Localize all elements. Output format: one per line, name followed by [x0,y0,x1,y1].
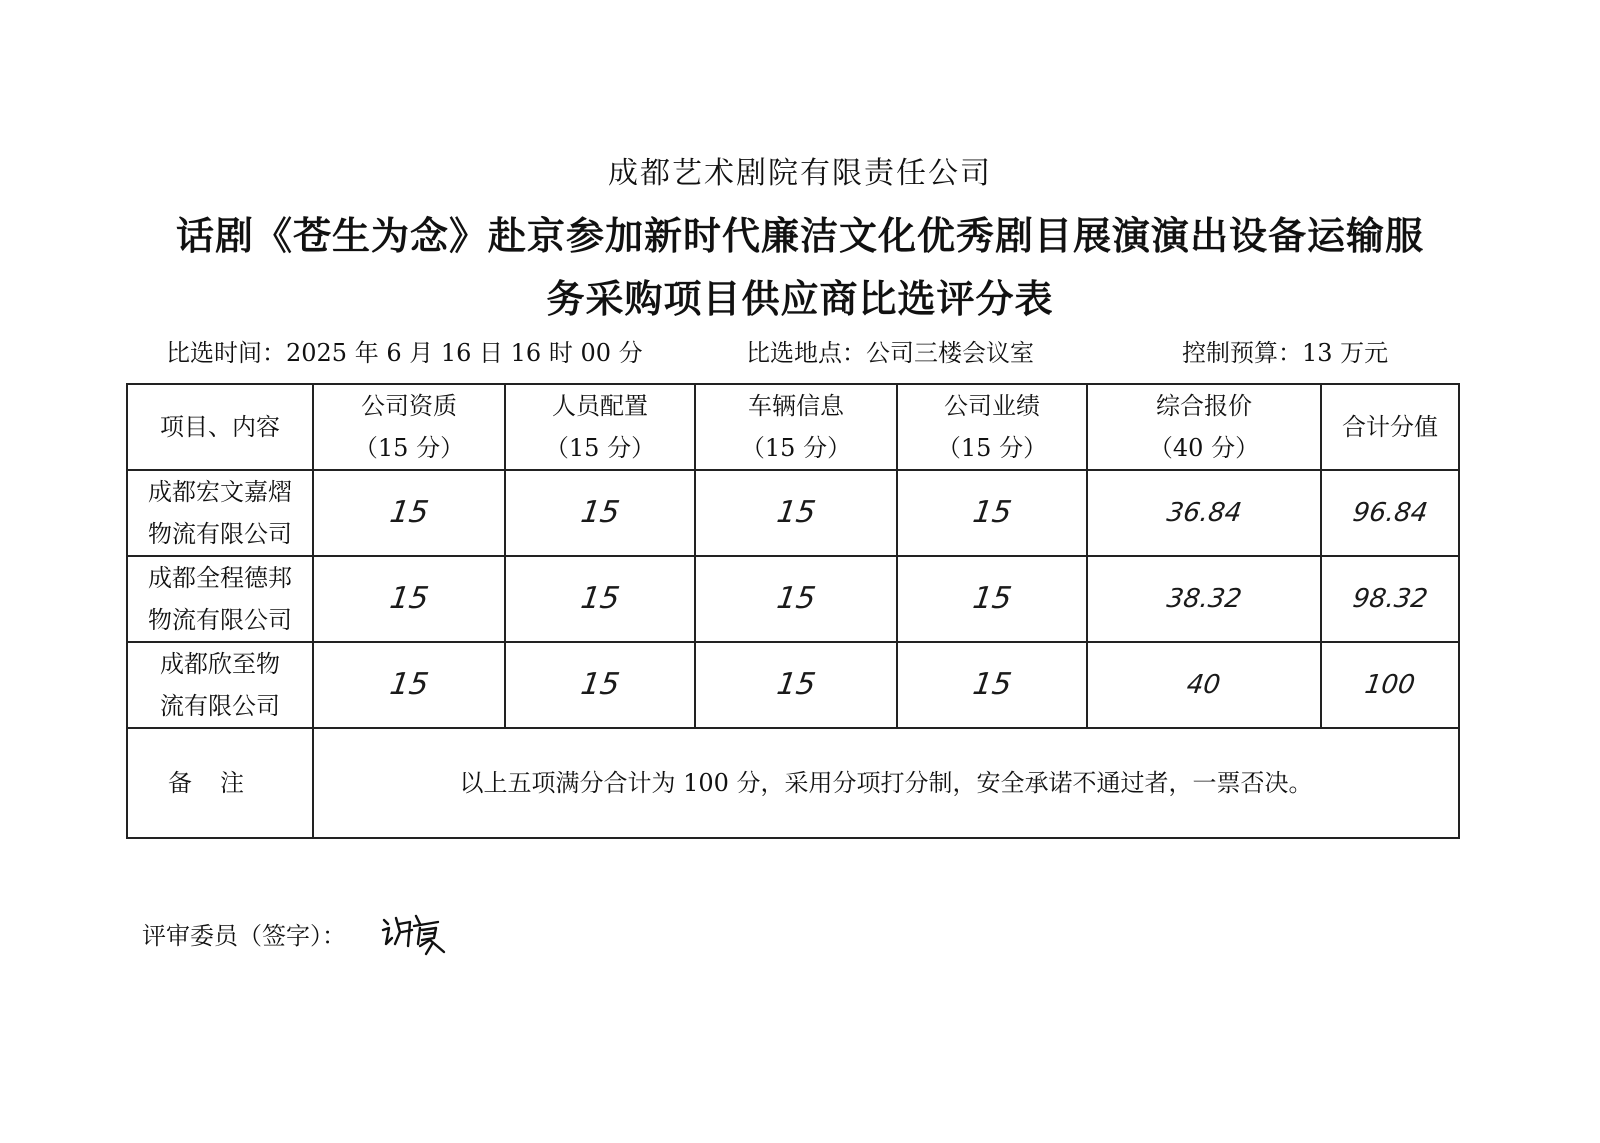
header-cell-quote: 综合报价 （40 分） [1087,384,1321,470]
scoring-table [126,383,1460,839]
signer-label: 评审委员（签字）： [142,922,346,950]
document-title-line-2: 务采购项目供应商比选评分表 [546,277,1054,321]
score-cell: 15 [695,470,897,556]
company-name: 成都艺术剧院有限责任公司 [608,156,992,191]
score-cell: 15 [897,642,1087,728]
score-cell: 15 [313,470,505,556]
remark-text: 以上五项满分合计为 100 分，采用分项打分制，安全承诺不通过者，一票否决。 [313,728,1459,838]
score-cell: 15 [505,470,695,556]
score-cell: 15 [505,556,695,642]
handwritten-signature [380,910,450,964]
header-cell-performance: 公司业绩 （15 分） [897,384,1087,470]
total-cell: 98.32 [1321,556,1459,642]
document-title-line-1: 话剧《苍生为念》赴京参加新时代廉洁文化优秀剧目展演演出设备运输服 [175,214,1424,258]
header-cell-qualification: 公司资质 （15 分） [313,384,505,470]
table-row [127,556,1459,642]
score-cell: 15 [897,470,1087,556]
score-cell: 36.84 [1087,470,1321,556]
score-cell: 15 [695,556,897,642]
score-cell: 15 [505,642,695,728]
selection-place: 比选地点：公司三楼会议室 [746,339,1034,367]
score-cell: 40 [1087,642,1321,728]
table-row [127,642,1459,728]
remark-label: 备注 [127,728,313,838]
selection-time: 比选时间：2025 年 6 月 16 日 16 时 00 分 [166,339,643,367]
header-row [127,384,1459,470]
score-cell: 15 [897,556,1087,642]
header-cell-item: 项目、内容 [127,384,313,470]
supplier-name: 成都欣至物 流有限公司 [127,642,313,728]
remark-row [127,728,1459,838]
score-cell: 15 [313,642,505,728]
score-cell: 15 [313,556,505,642]
header-cell-vehicle: 车辆信息 （15 分） [695,384,897,470]
table-row [127,470,1459,556]
supplier-name: 成都宏文嘉熠 物流有限公司 [127,470,313,556]
total-cell: 100 [1321,642,1459,728]
control-budget: 控制预算：13 万元 [1182,339,1389,367]
total-cell: 96.84 [1321,470,1459,556]
header-cell-personnel: 人员配置 （15 分） [505,384,695,470]
score-cell: 38.32 [1087,556,1321,642]
header-cell-total: 合计分值 [1321,384,1459,470]
supplier-name: 成都全程德邦 物流有限公司 [127,556,313,642]
score-cell: 15 [695,642,897,728]
